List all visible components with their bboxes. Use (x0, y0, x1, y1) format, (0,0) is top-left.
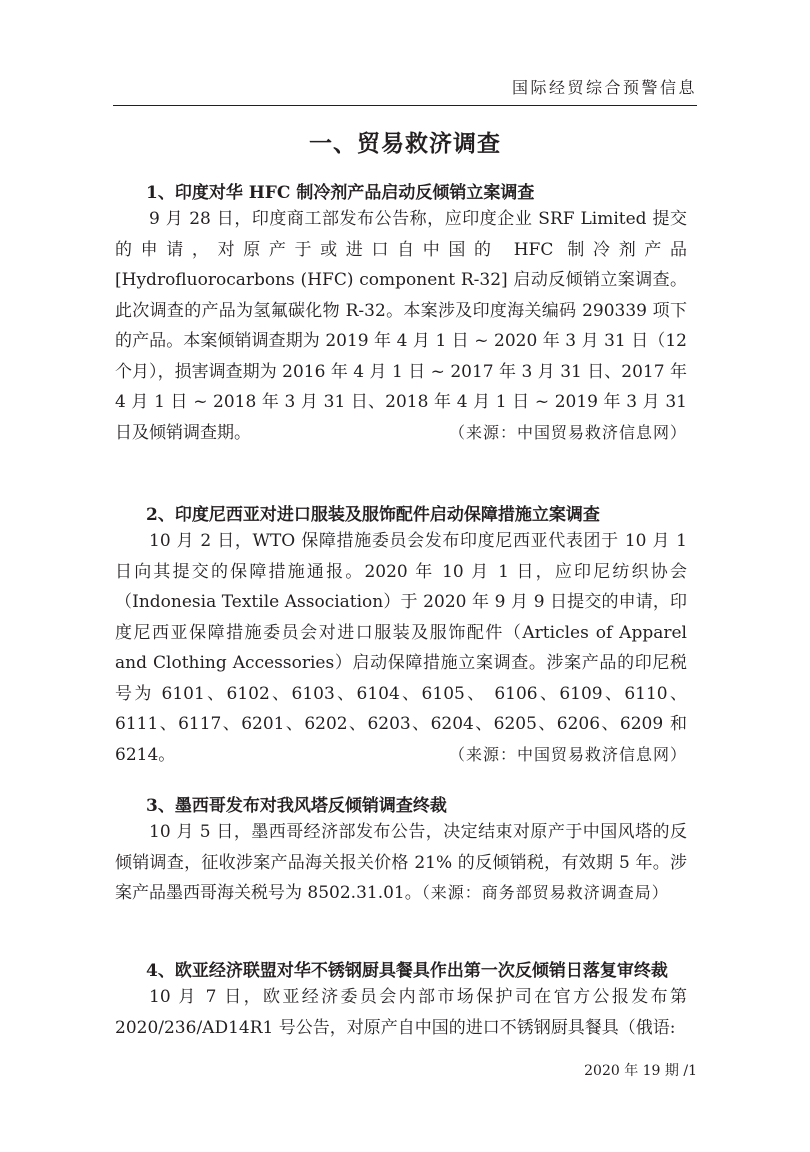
article-4-body (115, 982, 687, 1043)
running-header: 国际经贸综合预警信息 (511, 78, 697, 97)
article-1-title: 1、印度对华 HFC 制冷剂产品启动反倾销立案调查 (146, 183, 535, 203)
article-3-body (115, 817, 687, 909)
article-1-text: 9 月 28 日，印度商工部发布公告称，应印度企业 SRF Limited 提交的申请，对原产于或进口自中国的 HFC 制冷剂产品 [Hydrofluorocarbons (HFC) component R-32] 启动反倾销立案调查。此次调查的产品为氢氟碳化物 R-32。本案涉及印度海关编码 290339 项下的产品。本案倾销调查期为 2019 年 4 月 1 日 ~ 2020 年 3 月 31 日（12 个月），损害调查期为 2016 年 4 月 1 日 ~ 2017 年 3 月 31 日、2017 年 4 月 1 日 ~ 2018 年 3 月 31 日、2018 年 4 月 1 日 ~ 2019 年 3 月 31 日及倾销调查期。 (115, 209, 687, 443)
page-footer: 2020 年 19 期 /1 (584, 1063, 697, 1079)
article-1-body (115, 204, 687, 448)
section-title: 一、贸易救济调查 (309, 131, 501, 157)
article-2-body (115, 526, 687, 770)
article-2-source: （来源：中国贸易救济信息网） (448, 744, 687, 764)
article-2-title: 2、印度尼西亚对进口服装及服饰配件启动保障措施立案调查 (146, 505, 600, 525)
article-3-title: 3、墨西哥发布对我风塔反倾销调查终裁 (146, 796, 447, 816)
article-2-text: 10 月 2 日，WTO 保障措施委员会发布印度尼西亚代表团于 10 月 1 日向其提交的保障措施通报。2020 年 10 月 1 日，应印尼纺织协会（Indonesia Textile Association）于 2020 年 9 月 9 日提交的申请，印度尼西亚保障措施委员会对进口服装及服饰配件（Articles of Apparel and Clothing Accessories）启动保障措施立案调查。涉案产品的印尼税号为 6101、6102、6103、6104、6105、 6106、6109、6110、6111、6117、6201、6202、6203、6204、6205、6206、6209 和 6214。 (115, 531, 687, 765)
article-4-text: 10 月 7 日，欧亚经济委员会内部市场保护司在官方公报发布第 2020/236/AD14R1 号公告，对原产自中国的进口不锈钢厨具餐具（俄语: (115, 987, 687, 1038)
article-4-title: 4、欧亚经济联盟对华不锈钢厨具餐具作出第一次反倾销日落复审终裁 (146, 961, 668, 981)
article-1-source: （来源：中国贸易救济信息网） (448, 422, 687, 442)
article-3-source: （来源：商务部贸易救济调查局） (421, 883, 669, 902)
header-divider (113, 105, 697, 106)
article-3-text: 10 月 5 日，墨西哥经济部发布公告，决定结束对原产于中国风塔的反倾销调查，征收涉案产品海关报关价格 21% 的反倾销税，有效期 5 年。涉案产品墨西哥海关税号为 8502.31.01。 (115, 822, 687, 903)
